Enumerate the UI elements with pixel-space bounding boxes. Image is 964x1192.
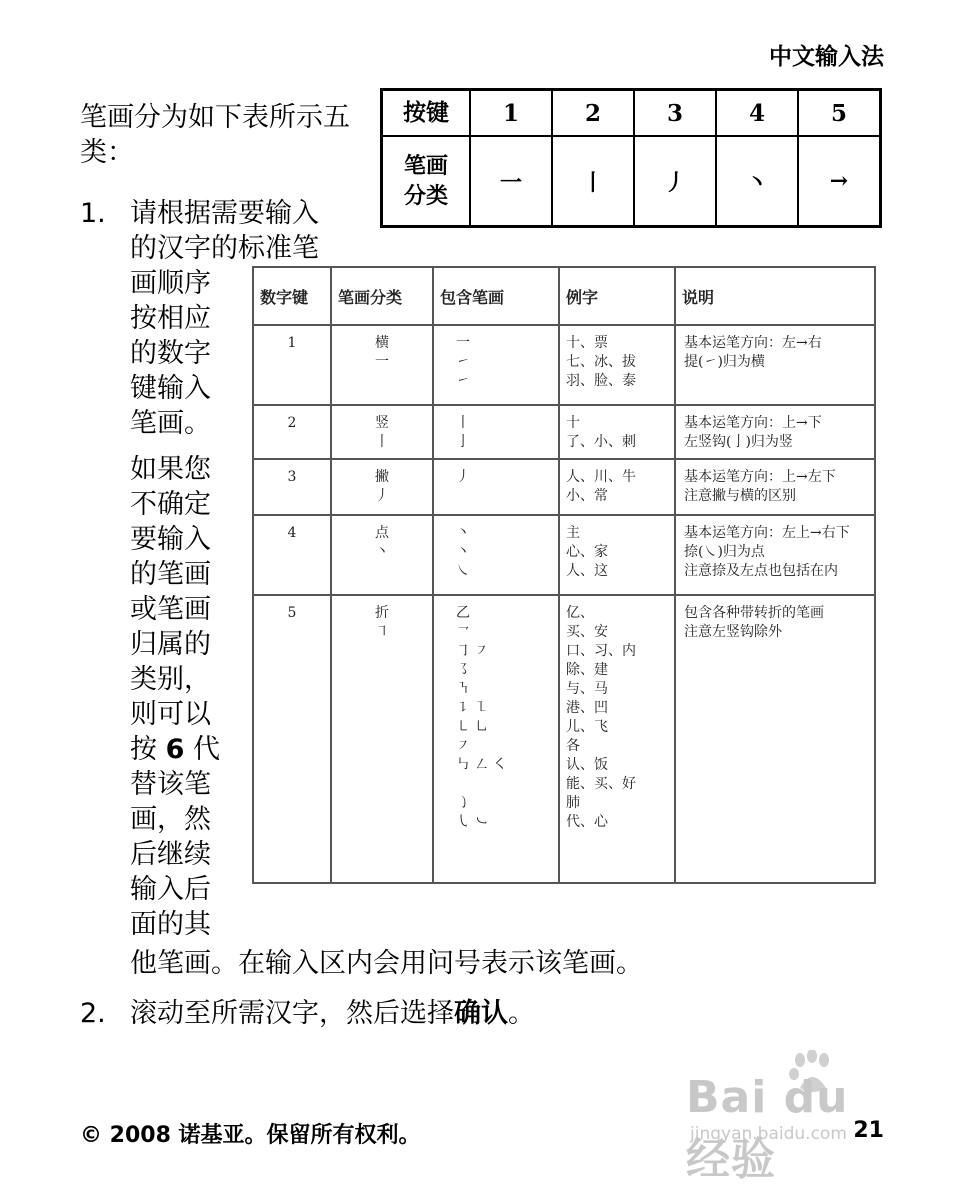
key-cell: 3 <box>634 90 716 137</box>
table-header-row <box>253 267 875 325</box>
step-1-line: 的笔画 <box>130 559 211 590</box>
step-1-line: 则可以 <box>130 699 211 730</box>
table-row <box>253 515 875 595</box>
step-1-number: 1. <box>80 198 106 229</box>
step-2-text-part: 。 <box>508 998 535 1029</box>
cell-key: 5 <box>253 595 331 883</box>
cell-examples: 十、票 七、冰、拔 羽、脸、泰 <box>559 325 675 405</box>
cell-key: 2 <box>253 405 331 459</box>
cell-key: 4 <box>253 515 331 595</box>
key-cell: 4 <box>716 90 798 137</box>
column-header: 数字键 <box>253 267 331 325</box>
cell-note: 基本运笔方向：上→左下 注意撇与横的区别 <box>675 459 875 515</box>
step-1-line: 要输入 <box>130 524 211 555</box>
cell-key: 3 <box>253 459 331 515</box>
table-row <box>253 459 875 515</box>
step-1-line: 画，然 <box>130 804 211 835</box>
column-header: 例字 <box>559 267 675 325</box>
cell-note: 基本运笔方向：上→下 左竖钩(亅)归为竖 <box>675 405 875 459</box>
step-1-line: 类别， <box>130 664 211 695</box>
stroke-glyph: 丶 <box>716 136 798 227</box>
cell-category: 横 一 <box>331 325 433 405</box>
copyright: © 2008 诺基亚。保留所有权利。 <box>80 1123 421 1148</box>
stroke-glyph: 丿 <box>634 136 716 227</box>
step-1-text: 代 <box>192 734 220 765</box>
cell-category: 折 ㇕ <box>331 595 433 883</box>
watermark-logo: Bai du 经验 <box>686 1072 849 1185</box>
table-row <box>253 595 875 883</box>
cell-note: 包含各种带转折的笔画 注意左竖钩除外 <box>675 595 875 883</box>
cell-examples: 十 了、小、刺 <box>559 405 675 459</box>
step-1-line: 不确定 <box>130 489 211 520</box>
step-1-line: 输入后 <box>130 874 211 905</box>
cell-examples: 主 心、家 人、这 <box>559 515 675 595</box>
stroke-category-header-line1: 笔画 <box>403 153 448 179</box>
stroke-category-header <box>382 136 471 227</box>
step-1-line: 如果您 <box>130 454 211 485</box>
key-cell: 5 <box>798 90 881 137</box>
step-1-line: 替该笔 <box>130 769 211 800</box>
step-1-text: 按 <box>130 734 157 765</box>
cell-key: 1 <box>253 325 331 405</box>
column-header: 包含笔画 <box>433 267 559 325</box>
confirm-label: 确认 <box>454 998 508 1029</box>
cell-note: 基本运笔方向：左上→右下 捺(㇏)归为点 注意捺及左点也包括在内 <box>675 515 875 595</box>
cell-strokes: 丿 <box>433 459 559 515</box>
step-1-line: 请根据需要输入 <box>130 198 319 229</box>
key-stroke-table <box>380 88 882 228</box>
key-cell: 1 <box>470 90 552 137</box>
section-title: 中文输入法 <box>769 44 884 70</box>
step-1-line: 按相应 <box>130 303 211 334</box>
key-6: 6 <box>165 734 185 765</box>
step-2-text-part: 滚动至所需汉字，然后选择 <box>130 998 454 1029</box>
step-1-line: 的数字 <box>130 338 211 369</box>
stroke-glyph: 一 <box>470 136 552 227</box>
step-1-line-key6 <box>130 732 220 767</box>
step-2-number: 2. <box>80 998 106 1029</box>
column-header: 说明 <box>675 267 875 325</box>
step-1-line: 画顺序 <box>130 268 211 299</box>
step-1-line: 他笔画。在输入区内会用问号表示该笔画。 <box>130 948 643 979</box>
step-1-line: 后继续 <box>130 839 211 870</box>
cell-category: 竖 丨 <box>331 405 433 459</box>
cell-strokes: 乙 ㇖ ㇆ ㇇ ㇌ ㇎ ㇊ ㇅ ㇄ ㇟ ㇇ ㇉ ㇜ ㇛ ㇁ ㇂ ㇃ <box>433 595 559 883</box>
cell-strokes: 一 ㇀ ㇀ <box>433 325 559 405</box>
cell-examples: 亿、 买、安 口、习、内 除、建 与、马 港、凹 儿、飞 各 认、饭 能、买、好 肺 代、心 <box>559 595 675 883</box>
step-1-line: 笔画。 <box>130 408 211 439</box>
page-number: 21 <box>853 1118 884 1143</box>
step-1-line: 或笔画 <box>130 594 211 625</box>
stroke-glyph: 丨 <box>552 136 634 227</box>
cell-examples: 人、川、牛 小、常 <box>559 459 675 515</box>
cell-note: 基本运笔方向：左→右 提(㇀)归为横 <box>675 325 875 405</box>
cell-strokes: 丨 亅 <box>433 405 559 459</box>
intro-paragraph: 笔画分为如下表所示五类： <box>80 102 350 168</box>
step-1-line: 的汉字的标准笔 <box>130 233 319 264</box>
column-header: 笔画分类 <box>331 267 433 325</box>
stroke-glyph: → <box>798 136 881 227</box>
table-row <box>253 325 875 405</box>
cell-category: 点 丶 <box>331 515 433 595</box>
step-2-text <box>130 996 535 1031</box>
cell-strokes: 丶 丶 ㇏ <box>433 515 559 595</box>
watermark-url: jingyan.baidu.com <box>690 1124 847 1144</box>
step-1-line: 面的其 <box>130 909 211 940</box>
stroke-classification-table <box>252 266 876 884</box>
stroke-category-header-line2: 分类 <box>403 183 448 209</box>
key-cell: 2 <box>552 90 634 137</box>
cell-category: 撇 丿 <box>331 459 433 515</box>
table-row <box>253 405 875 459</box>
key-header: 按键 <box>382 90 471 137</box>
step-1-line: 归属的 <box>130 629 211 660</box>
step-1-line: 键输入 <box>130 373 211 404</box>
